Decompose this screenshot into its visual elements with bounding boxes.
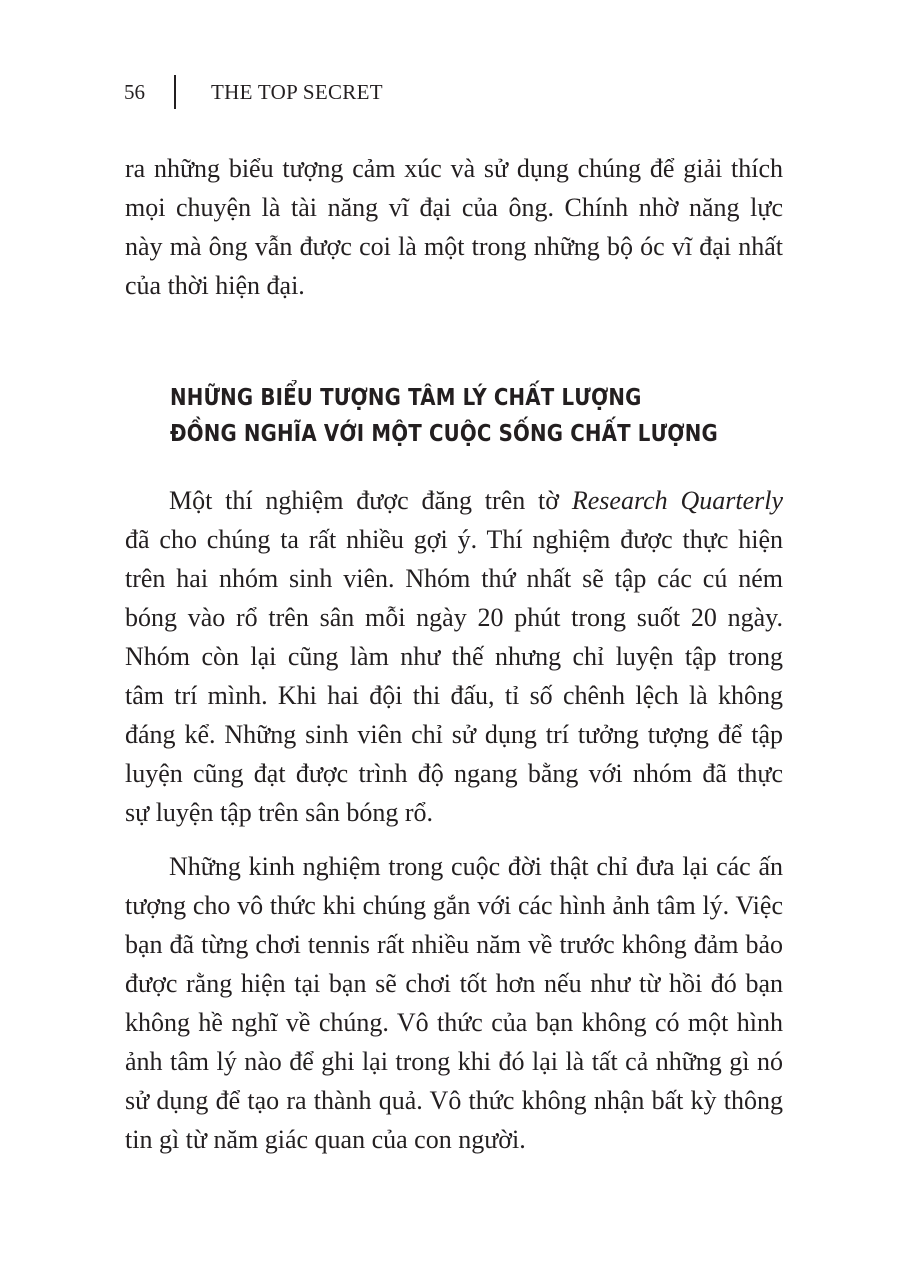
text-line: sử dụng để tạo ra thành quả. Vô thức không nhận bất kỳ thông (125, 1086, 783, 1115)
text-line: trên hai nhóm sinh viên. Nhóm thứ nhất sẽ tập các cú ném (125, 564, 783, 593)
text-line (125, 481, 783, 520)
text-line: này mà ông vẫn được coi là một trong những bộ óc vĩ đại nhất (125, 232, 783, 261)
text-line: tượng cho vô thức khi chúng gắn với các hình ảnh tâm lý. Việc (125, 891, 783, 920)
text-line: Những kinh nghiệm trong cuộc đời thật chỉ đưa lại các ấn (169, 852, 783, 881)
text-line: mọi chuyện là tài năng vĩ đại của ông. Chính nhờ năng lực (125, 193, 783, 222)
section-heading-line: NHỮNG BIỂU TƯỢNG TÂM LÝ CHẤT LƯỢNG (170, 385, 642, 411)
running-header (124, 76, 383, 108)
text-line: đáng kể. Những sinh viên chỉ sử dụng trí tưởng tượng để tập (125, 720, 783, 749)
paragraph-experiment (125, 481, 783, 832)
intro-paragraph (125, 149, 783, 305)
journal-title: Research Quarterly (571, 486, 783, 515)
section-heading-line: ĐỒNG NGHĨA VỚI MỘT CUỘC SỐNG CHẤT LƯỢNG (170, 421, 718, 447)
section-heading (170, 380, 718, 452)
book-title: THE TOP SECRET (211, 79, 383, 104)
text-line: tâm trí mình. Khi hai đội thi đấu, tỉ số chênh lệch là không (125, 681, 783, 710)
text-line: sự luyện tập trên sân bóng rổ. (125, 798, 433, 827)
page-number: 56 (124, 79, 145, 104)
text-line: luyện cũng đạt được trình độ ngang bằng với nhóm đã thực (125, 759, 783, 788)
text-line: không hề nghĩ về chúng. Vô thức của bạn không có một hình (125, 1008, 783, 1037)
paragraph-experience (125, 847, 783, 1159)
text-line: tin gì từ năm giác quan của con người. (125, 1125, 526, 1154)
text-line: của thời hiện đại. (125, 271, 305, 300)
text-line: bóng vào rổ trên sân mỗi ngày 20 phút trong suốt 20 ngày. (125, 603, 783, 632)
text-line: Nhóm còn lại cũng làm như thế nhưng chỉ luyện tập trong (125, 642, 783, 671)
header-divider (174, 75, 176, 109)
text-line: bạn đã từng chơi tennis rất nhiều năm về trước không đảm bảo (125, 930, 783, 959)
text-line: ảnh tâm lý nào để ghi lại trong khi đó lại là tất cả những gì nó (125, 1047, 783, 1076)
text-line: được rằng hiện tại bạn sẽ chơi tốt hơn nếu như từ hồi đó bạn (125, 969, 783, 998)
text-line: đã cho chúng ta rất nhiều gợi ý. Thí nghiệm được thực hiện (125, 525, 783, 554)
text-line-prefix: Một thí nghiệm được đăng trên tờ (169, 486, 572, 515)
text-line: ra những biểu tượng cảm xúc và sử dụng chúng để giải thích (125, 154, 783, 183)
